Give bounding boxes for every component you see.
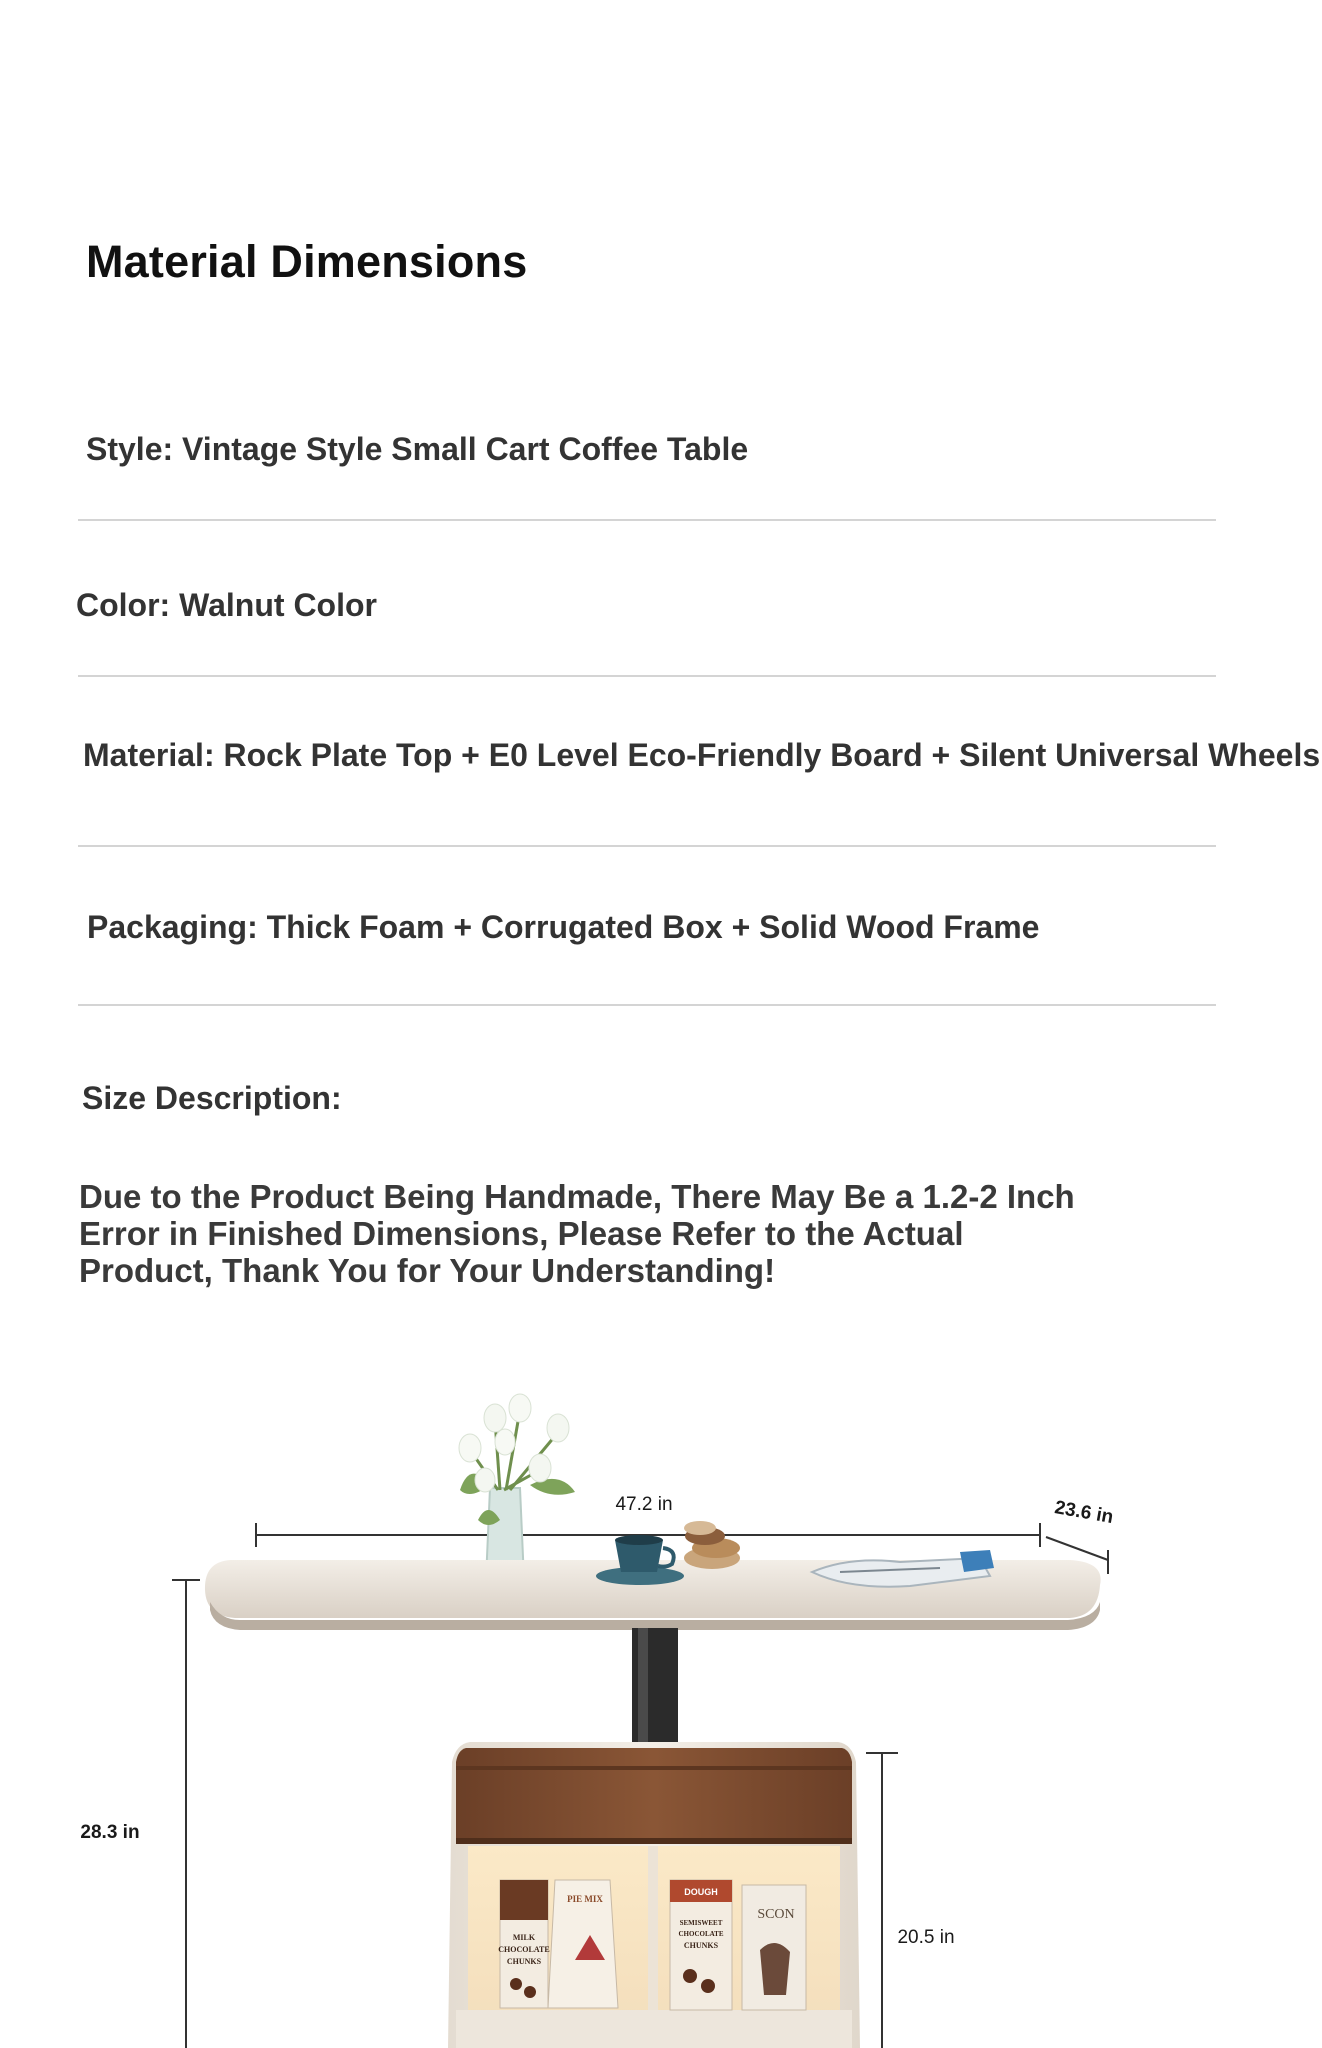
svg-text:CHUNKS: CHUNKS xyxy=(683,1941,719,1950)
svg-text:CHUNKS: CHUNKS xyxy=(506,1957,542,1966)
svg-text:SCON: SCON xyxy=(757,1907,795,1922)
page-title: Material Dimensions xyxy=(86,236,528,287)
cabinet-height-dimension xyxy=(866,1753,955,2048)
depth-label: 23.6 in xyxy=(1053,1497,1115,1529)
svg-text:DOUGH: DOUGH xyxy=(684,1887,718,1897)
svg-text:MILK: MILK xyxy=(512,1933,536,1942)
packaging-spec: Packaging: Thick Foam + Corrugated Box + Solid Wood Frame xyxy=(87,909,1040,945)
product-dimension-image xyxy=(0,1380,1322,2048)
height-label: 28.3 in xyxy=(80,1822,140,1843)
cabinet-height-label: 20.5 in xyxy=(897,1927,955,1948)
svg-text:CHOCOLATE: CHOCOLATE xyxy=(498,1945,550,1954)
size-description-heading: Size Description: xyxy=(82,1080,342,1116)
svg-text:SEMISWEET: SEMISWEET xyxy=(679,1919,723,1927)
svg-text:CHOCOLATE: CHOCOLATE xyxy=(678,1930,724,1938)
divider xyxy=(78,519,1216,521)
cookies xyxy=(684,1521,740,1569)
divider xyxy=(78,845,1216,847)
color-spec: Color: Walnut Color xyxy=(76,587,377,623)
divider xyxy=(78,1004,1216,1006)
divider xyxy=(78,675,1216,677)
size-note: Due to the Product Being Handmade, There May Be a 1.2-2 Inch Error in Finished Dimensions, Please Refer to the Actual Product, Thank You for Your Understanding! xyxy=(79,1178,1075,1289)
style-spec: Style: Vintage Style Small Cart Coffee Table xyxy=(86,431,749,467)
flower-vase xyxy=(459,1394,575,1585)
width-label: 47.2 in xyxy=(615,1494,673,1515)
height-dimension xyxy=(80,1580,200,2048)
svg-text:PIE MIX: PIE MIX xyxy=(567,1894,603,1904)
material-spec: Material: Rock Plate Top + E0 Level Eco-Friendly Board + Silent Universal Wheels xyxy=(83,737,1321,773)
